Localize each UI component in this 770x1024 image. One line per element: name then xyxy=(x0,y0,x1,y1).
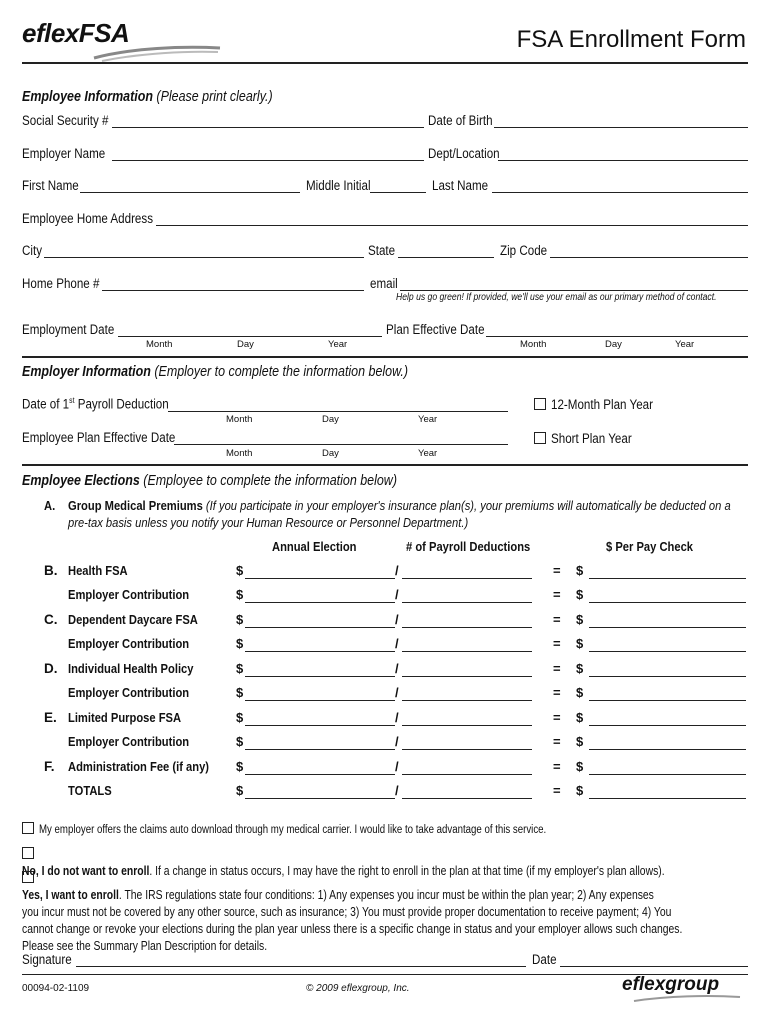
election-label-text: TOTALS xyxy=(68,783,112,798)
election-label-text: Employer Contribution xyxy=(68,587,190,602)
dollar-sign: $ xyxy=(236,734,244,749)
col-annual-election: Annual Election xyxy=(272,539,357,554)
state-label: State xyxy=(368,243,396,258)
equals-sign: = xyxy=(553,759,561,774)
election-label xyxy=(68,759,232,774)
election-label-text: Employer Contribution xyxy=(68,685,190,700)
employment-month-label: Month xyxy=(146,339,173,350)
dollar-sign: $ xyxy=(576,759,584,774)
per-pay-check-field[interactable] xyxy=(589,637,746,652)
election-label-text: Health FSA xyxy=(68,563,128,578)
payroll-day-label: Day xyxy=(322,414,339,425)
plan-effective-date-label: Plan Effective Date xyxy=(386,322,485,337)
payroll-deductions-field[interactable] xyxy=(402,613,532,628)
city-field[interactable] xyxy=(44,243,364,258)
election-label xyxy=(68,661,214,676)
dollar-sign: $ xyxy=(576,685,584,700)
employer-info-heading: Employer Information (Employer to complete the information below.) xyxy=(22,364,409,380)
row-city-state-zip xyxy=(22,243,748,258)
elections-divider xyxy=(22,464,748,466)
group-medical-letter: A. xyxy=(44,498,56,513)
first-name-field[interactable] xyxy=(80,178,300,193)
payroll-deductions-field[interactable] xyxy=(402,784,532,799)
dollar-sign: $ xyxy=(236,612,244,627)
equals-sign: = xyxy=(553,612,561,627)
home-address-field[interactable] xyxy=(156,211,748,226)
signature-date-field[interactable] xyxy=(560,952,748,967)
zip-field[interactable] xyxy=(550,243,748,258)
row-names xyxy=(22,178,748,193)
state-field[interactable] xyxy=(398,243,494,258)
signature-field[interactable] xyxy=(76,952,526,967)
payroll-deductions-field[interactable] xyxy=(402,662,532,677)
slash-sign: / xyxy=(395,783,399,798)
employer-name-field[interactable] xyxy=(112,146,424,161)
row-employer-dept xyxy=(22,146,748,161)
payroll-deductions-field[interactable] xyxy=(402,711,532,726)
row-address xyxy=(22,211,748,226)
col-payroll-deductions: # of Payroll Deductions xyxy=(406,539,531,554)
annual-election-field[interactable] xyxy=(245,686,395,701)
dob-field[interactable] xyxy=(494,113,748,128)
equals-sign: = xyxy=(553,710,561,725)
row-first-payroll xyxy=(22,396,508,412)
election-letter: E. xyxy=(44,710,57,725)
election-label xyxy=(68,685,209,700)
effective-day-label: Day xyxy=(322,448,339,459)
plan-effective-date-field[interactable] xyxy=(486,322,748,337)
per-pay-check-field[interactable] xyxy=(589,686,746,701)
election-label-text: Individual Health Policy xyxy=(68,661,194,676)
payroll-deductions-field[interactable] xyxy=(402,588,532,603)
election-label-text: Employer Contribution xyxy=(68,636,190,651)
dollar-sign: $ xyxy=(236,587,244,602)
copyright: © 2009 eflexgroup, Inc. xyxy=(306,983,410,994)
slash-sign: / xyxy=(395,612,399,627)
slash-sign: / xyxy=(395,587,399,602)
dept-field[interactable] xyxy=(498,146,748,161)
slash-sign: / xyxy=(395,636,399,651)
date-label: Date xyxy=(532,952,557,967)
dob-label: Date of Birth xyxy=(428,113,493,128)
footer-swoosh-graphic xyxy=(632,994,742,1004)
ssn-field[interactable] xyxy=(112,113,424,128)
annual-election-field[interactable] xyxy=(245,735,395,750)
annual-election-field[interactable] xyxy=(245,564,395,579)
equals-sign: = xyxy=(553,685,561,700)
home-address-label: Employee Home Address xyxy=(22,211,154,226)
checkbox-yes-enroll[interactable] xyxy=(22,871,34,883)
employment-day-label: Day xyxy=(237,339,254,350)
election-label xyxy=(68,612,219,627)
city-label: City xyxy=(22,243,42,258)
payroll-month-label: Month xyxy=(226,414,253,425)
annual-election-field[interactable] xyxy=(245,784,395,799)
dollar-sign: $ xyxy=(236,783,244,798)
equals-sign: = xyxy=(553,734,561,749)
equals-sign: = xyxy=(553,563,561,578)
equals-sign: = xyxy=(553,661,561,676)
employment-date-label: Employment Date xyxy=(22,322,115,337)
per-pay-check-field[interactable] xyxy=(589,588,746,603)
plan-day-label: Day xyxy=(605,339,622,350)
green-note: Help us go green! If provided, we'll use your email as our primary method of contact. xyxy=(396,292,717,303)
row-phone-email xyxy=(22,276,748,291)
email-field[interactable] xyxy=(400,276,748,291)
employee-info-heading: Employee Information (Please print clearly.) xyxy=(22,89,273,105)
per-pay-check-field[interactable] xyxy=(589,564,746,579)
payroll-deductions-field[interactable] xyxy=(402,686,532,701)
election-label-text: Dependent Daycare FSA xyxy=(68,612,198,627)
election-label xyxy=(68,734,209,749)
dollar-sign: $ xyxy=(576,734,584,749)
row-ssn-dob xyxy=(22,113,748,128)
payroll-deductions-field[interactable] xyxy=(402,637,532,652)
option-short-plan[interactable]: Short Plan Year xyxy=(534,431,645,446)
ssn-label: Social Security # xyxy=(22,113,109,128)
middle-initial-label: Middle Initial xyxy=(306,178,371,193)
checkbox-12-month[interactable] xyxy=(534,398,546,410)
elections-heading: Employee Elections (Employee to complete the information below) xyxy=(22,473,397,489)
slash-sign: / xyxy=(395,710,399,725)
equals-sign: = xyxy=(553,636,561,651)
payroll-deductions-field[interactable] xyxy=(402,760,532,775)
form-code: 00094-02-1109 xyxy=(22,983,90,994)
plan-year-label: Year xyxy=(675,339,695,350)
row-employee-plan-effective xyxy=(22,430,508,445)
per-pay-check-field[interactable] xyxy=(589,711,746,726)
effective-month-label: Month xyxy=(226,448,253,459)
election-label-text: Limited Purpose FSA xyxy=(68,710,182,725)
per-pay-check-field[interactable] xyxy=(589,784,746,799)
election-letter: D. xyxy=(44,661,58,676)
form-title: FSA Enrollment Form xyxy=(516,26,746,53)
equals-sign: = xyxy=(553,783,561,798)
dollar-sign: $ xyxy=(576,636,584,651)
election-label xyxy=(68,783,119,798)
effective-year-label: Year xyxy=(418,448,438,459)
employment-year-label: Year xyxy=(328,339,348,350)
slash-sign: / xyxy=(395,685,399,700)
per-pay-check-field[interactable] xyxy=(589,760,746,775)
first-name-label: First Name xyxy=(22,178,79,193)
election-label-text: Administration Fee (if any) xyxy=(68,759,210,774)
annual-election-field[interactable] xyxy=(245,662,395,677)
slash-sign: / xyxy=(395,661,399,676)
header-divider xyxy=(22,62,748,64)
dollar-sign: $ xyxy=(576,587,584,602)
row-signature xyxy=(22,952,748,967)
per-pay-check-field[interactable] xyxy=(589,613,746,628)
dollar-sign: $ xyxy=(576,661,584,676)
election-letter: C. xyxy=(44,612,58,627)
election-letter: B. xyxy=(44,563,58,578)
checkbox-short-plan[interactable] xyxy=(534,432,546,444)
plan-month-label: Month xyxy=(520,339,547,350)
election-label xyxy=(68,587,209,602)
last-name-field[interactable] xyxy=(492,178,748,193)
election-label xyxy=(68,710,199,725)
dollar-sign: $ xyxy=(236,661,244,676)
home-phone-label: Home Phone # xyxy=(22,276,100,291)
dollar-sign: $ xyxy=(236,685,244,700)
election-label xyxy=(68,636,209,651)
row-employment-dates xyxy=(22,322,748,337)
annual-election-field[interactable] xyxy=(245,613,395,628)
first-payroll-field[interactable] xyxy=(168,397,508,412)
dollar-sign: $ xyxy=(236,563,244,578)
payroll-year-label: Year xyxy=(418,414,438,425)
eflexfsa-logo: eflexFSA xyxy=(22,18,129,49)
slash-sign: / xyxy=(395,563,399,578)
dollar-sign: $ xyxy=(576,563,584,578)
col-per-pay-check: $ Per Pay Check xyxy=(606,539,694,554)
option-yes-enroll[interactable]: Yes, I want to enroll. The IRS regulations state four conditions: 1) Any expenses you incur must be within the plan year; 2) Any expenses you incur must not be covered by any other source, such as insurance; 3) You must provide proper documentation to receive payment; 4) You cannot change or revoke your elections during the plan year unless there is a specific change in status and your employer allows such changes. Please see the Summary Plan Description for details. xyxy=(22,870,762,955)
election-letter: F. xyxy=(44,759,55,774)
dollar-sign: $ xyxy=(236,710,244,725)
dollar-sign: $ xyxy=(236,759,244,774)
signature-label: Signature xyxy=(22,952,72,967)
dollar-sign: $ xyxy=(576,710,584,725)
dollar-sign: $ xyxy=(236,636,244,651)
zip-label: Zip Code xyxy=(500,243,548,258)
checkbox-claims[interactable] xyxy=(22,822,34,834)
payroll-deductions-field[interactable] xyxy=(402,735,532,750)
election-label xyxy=(68,563,137,578)
option-claims-download[interactable]: My employer offers the claims auto download through my medical carrier. I would like to take advantage of this service. xyxy=(22,822,643,839)
equals-sign: = xyxy=(553,587,561,602)
per-pay-check-field[interactable] xyxy=(589,735,746,750)
dept-label: Dept/Location xyxy=(428,146,500,161)
annual-election-field[interactable] xyxy=(245,637,395,652)
dollar-sign: $ xyxy=(576,783,584,798)
first-payroll-label: Date of 1st Payroll Deduction xyxy=(22,396,169,412)
employee-plan-effective-label: Employee Plan Effective Date xyxy=(22,430,176,445)
annual-election-field[interactable] xyxy=(245,760,395,775)
employment-date-field[interactable] xyxy=(118,322,382,337)
payroll-deductions-field[interactable] xyxy=(402,564,532,579)
employee-plan-effective-field[interactable] xyxy=(174,430,508,445)
annual-election-field[interactable] xyxy=(245,711,395,726)
eflexgroup-logo: eflexgroup xyxy=(622,974,719,996)
swoosh-graphic xyxy=(92,42,222,64)
option-12-month[interactable]: 12-Month Plan Year xyxy=(534,397,670,412)
employer-name-label: Employer Name xyxy=(22,146,106,161)
per-pay-check-field[interactable] xyxy=(589,662,746,677)
slash-sign: / xyxy=(395,734,399,749)
email-label: email xyxy=(370,276,398,291)
option-no-enroll[interactable]: No, I do not want to enroll. If a change in status occurs, I may have the right to enroll in the plan at that time (if my employer's plan allows). xyxy=(22,846,770,880)
dollar-sign: $ xyxy=(576,612,584,627)
group-medical-text: Group Medical Premiums (If you participate in your employer's insurance plan(s), your premiums will automatically be deducted on a pre-tax basis unless you notify your Human Resource or Personnel Department.) xyxy=(68,498,731,530)
annual-election-field[interactable] xyxy=(245,588,395,603)
last-name-label: Last Name xyxy=(432,178,489,193)
slash-sign: / xyxy=(395,759,399,774)
election-label-text: Employer Contribution xyxy=(68,734,190,749)
middle-initial-field[interactable] xyxy=(370,178,426,193)
checkbox-no-enroll[interactable] xyxy=(22,847,34,859)
home-phone-field[interactable] xyxy=(102,276,364,291)
employer-info-divider xyxy=(22,356,748,358)
